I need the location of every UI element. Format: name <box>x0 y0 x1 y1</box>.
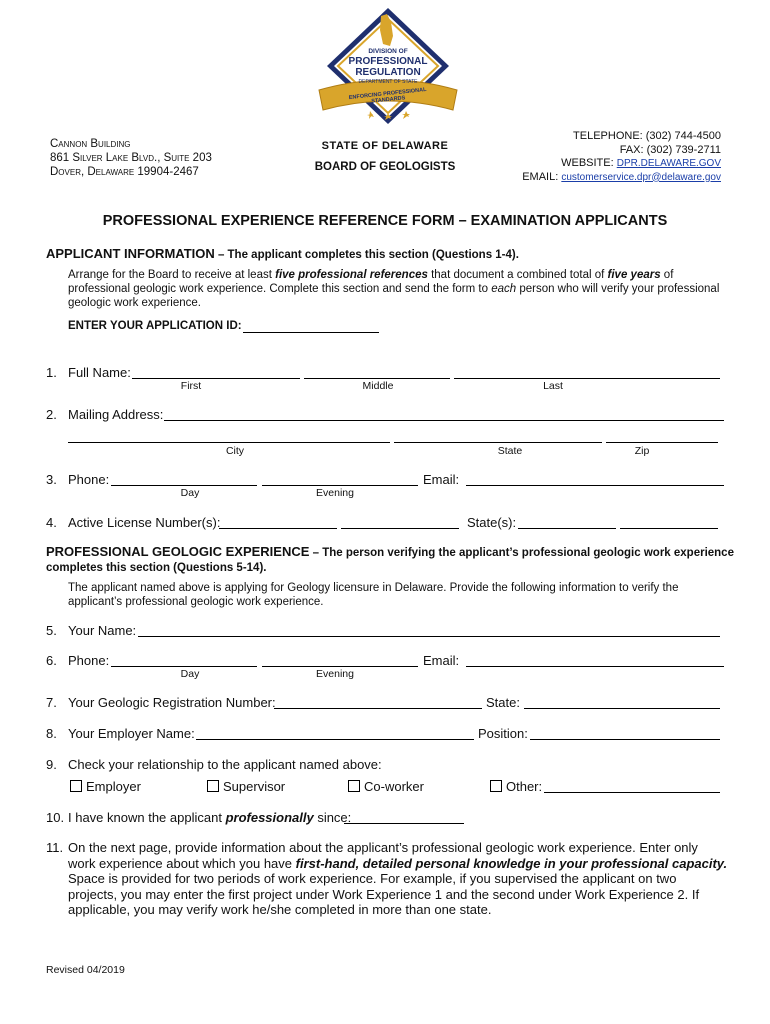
logo-line1: DIVISION OF <box>368 48 408 55</box>
application-id-label: ENTER YOUR APPLICATION ID: <box>68 320 242 332</box>
q8-label: Your Employer Name: <box>68 726 195 741</box>
other-relationship-input[interactable] <box>544 779 720 793</box>
position-input[interactable] <box>530 726 720 740</box>
board-heading: BOARD OF GEOLOGISTS <box>314 161 456 173</box>
coworker-checkbox[interactable] <box>348 780 360 792</box>
applicant-email-input[interactable] <box>466 472 724 486</box>
q4-number: 4. <box>46 515 57 530</box>
q2-number: 2. <box>46 407 57 422</box>
address-building: Cannon Building <box>50 138 131 150</box>
q3-email-label: Email: <box>423 472 460 487</box>
q10-number: 10. <box>46 810 65 825</box>
q4-states-label: State(s): <box>467 515 517 530</box>
registration-state-input[interactable] <box>524 695 720 709</box>
city-caption: City <box>225 445 245 457</box>
state-input[interactable] <box>394 429 602 443</box>
q6-evening-caption: Evening <box>316 668 354 680</box>
q8-position-label: Position: <box>478 726 528 741</box>
division-logo <box>313 6 463 124</box>
coworker-option-label: Co-worker <box>364 779 424 794</box>
last-name-input[interactable] <box>454 365 720 379</box>
city-input[interactable] <box>68 429 390 443</box>
experience-section-heading: PROFESSIONAL GEOLOGIC EXPERIENCE – The person verifying the applicant’s professional geologic work experience completes this section (Questions 5-14). <box>46 544 734 574</box>
q9-number: 9. <box>46 757 57 772</box>
address-city: Dover, Delaware 19904-2467 <box>50 166 199 178</box>
q7-label: Your Geologic Registration Number: <box>68 695 276 710</box>
telephone: TELEPHONE: (302) 744-4500 <box>573 130 721 142</box>
q5-number: 5. <box>46 623 57 638</box>
zip-caption: Zip <box>634 445 650 457</box>
first-caption: First <box>180 380 202 392</box>
verifier-name-input[interactable] <box>138 623 720 637</box>
verifier-email-input[interactable] <box>466 653 724 667</box>
office-address <box>50 137 212 179</box>
q6-day-caption: Day <box>180 668 200 680</box>
zip-input[interactable] <box>606 429 718 443</box>
q11-number: 11. <box>46 840 64 855</box>
fax: FAX: (302) 739-2711 <box>619 143 721 156</box>
q1-number: 1. <box>46 365 57 380</box>
other-checkbox[interactable] <box>490 780 502 792</box>
q6-number: 6. <box>46 653 57 668</box>
supervisor-checkbox[interactable] <box>207 780 219 792</box>
q4-label: Active License Number(s): <box>68 515 221 530</box>
email-link[interactable]: customerservice.dpr@delaware.gov <box>561 171 721 183</box>
supervisor-option-label: Supervisor <box>223 779 286 794</box>
address-street: 861 Silver Lake Blvd., Suite 203 <box>50 152 212 164</box>
q7-number: 7. <box>46 695 57 710</box>
q1-label: Full Name: <box>68 365 131 380</box>
mailing-address-input[interactable] <box>164 407 724 421</box>
middle-caption: Middle <box>362 380 394 392</box>
q5-label: Your Name: <box>68 623 137 638</box>
website-row: WEBSITE: DPR.DELAWARE.GOV <box>561 157 721 169</box>
q2-label: Mailing Address: <box>68 407 164 422</box>
logo-ribbon-text: ENFORCING PROFESSIONAL STANDARDS <box>348 86 427 105</box>
registration-number-input[interactable] <box>274 695 482 709</box>
state-caption: State <box>497 445 523 457</box>
applicant-instructions: Arrange for the Board to receive at least five professional references that document a combined total of five years of professional geologic work experience. Complete this section and send the form to each person who will verify your professional geologic work experience. <box>68 269 720 309</box>
q11-text: On the next page, provide information about the applicant’s professional geologic work experience. Enter only work experience about which you have first-hand, detailed personal knowledge in your professional capacity. Space is provided for two periods of work experience. For example, if you supervised the applicant on two projects, you may enter the first project under Work Experience 1 and the second under Work Experience 2. If applicable, you may verify work he/she completed in more than one state. <box>68 840 728 917</box>
website-link[interactable]: DPR.DELAWARE.GOV <box>616 158 721 169</box>
license-state-input-2[interactable] <box>620 515 718 529</box>
logo-line4: DEPARTMENT OF STATE <box>358 79 418 85</box>
q3-number: 3. <box>46 472 57 487</box>
q6-label: Phone: <box>68 653 110 668</box>
q3-day-caption: Day <box>180 487 200 499</box>
email-row: EMAIL: customerservice.dpr@delaware.gov <box>522 170 721 183</box>
application-id-input[interactable] <box>243 319 379 333</box>
q8-number: 8. <box>46 726 57 741</box>
last-caption: Last <box>543 380 563 392</box>
experience-instructions: The applicant named above is applying for Geology licensure in Delaware. Provide the following information to verify the applicant’s professional geologic work experience. <box>68 582 679 608</box>
q3-label: Phone: <box>68 472 110 487</box>
other-option-label: Other: <box>506 779 543 794</box>
revision-date: Revised 04/2019 <box>46 964 125 976</box>
employer-option-label: Employer <box>86 779 141 794</box>
verifier-day-phone-input[interactable] <box>111 653 257 667</box>
license-state-input-1[interactable] <box>518 515 616 529</box>
logo-line3: REGULATION <box>355 67 421 78</box>
verifier-evening-phone-input[interactable] <box>262 653 418 667</box>
q3-evening-caption: Evening <box>316 487 354 499</box>
known-since-input[interactable] <box>344 810 464 824</box>
middle-name-input[interactable] <box>304 365 450 379</box>
contact-info <box>522 130 721 184</box>
employer-checkbox[interactable] <box>70 780 82 792</box>
logo-line2: PROFESSIONAL <box>348 56 428 67</box>
q9-label: Check your relationship to the applicant named above: <box>68 757 382 772</box>
first-name-input[interactable] <box>132 365 300 379</box>
applicant-day-phone-input[interactable] <box>111 472 257 486</box>
applicant-evening-phone-input[interactable] <box>262 472 418 486</box>
employer-name-input[interactable] <box>196 726 474 740</box>
q10-label: I have known the applicant professionally since: <box>68 810 352 825</box>
applicant-section-heading: APPLICANT INFORMATION – The applicant completes this section (Questions 1-4). <box>46 246 519 261</box>
state-heading: STATE OF DELAWARE <box>321 140 449 152</box>
license-number-input-1[interactable] <box>219 515 337 529</box>
form-title: PROFESSIONAL EXPERIENCE REFERENCE FORM – EXAMINATION APPLICANTS <box>102 213 668 229</box>
license-number-input-2[interactable] <box>341 515 459 529</box>
q7-state-label: State: <box>486 695 520 710</box>
q6-email-label: Email: <box>423 653 460 668</box>
